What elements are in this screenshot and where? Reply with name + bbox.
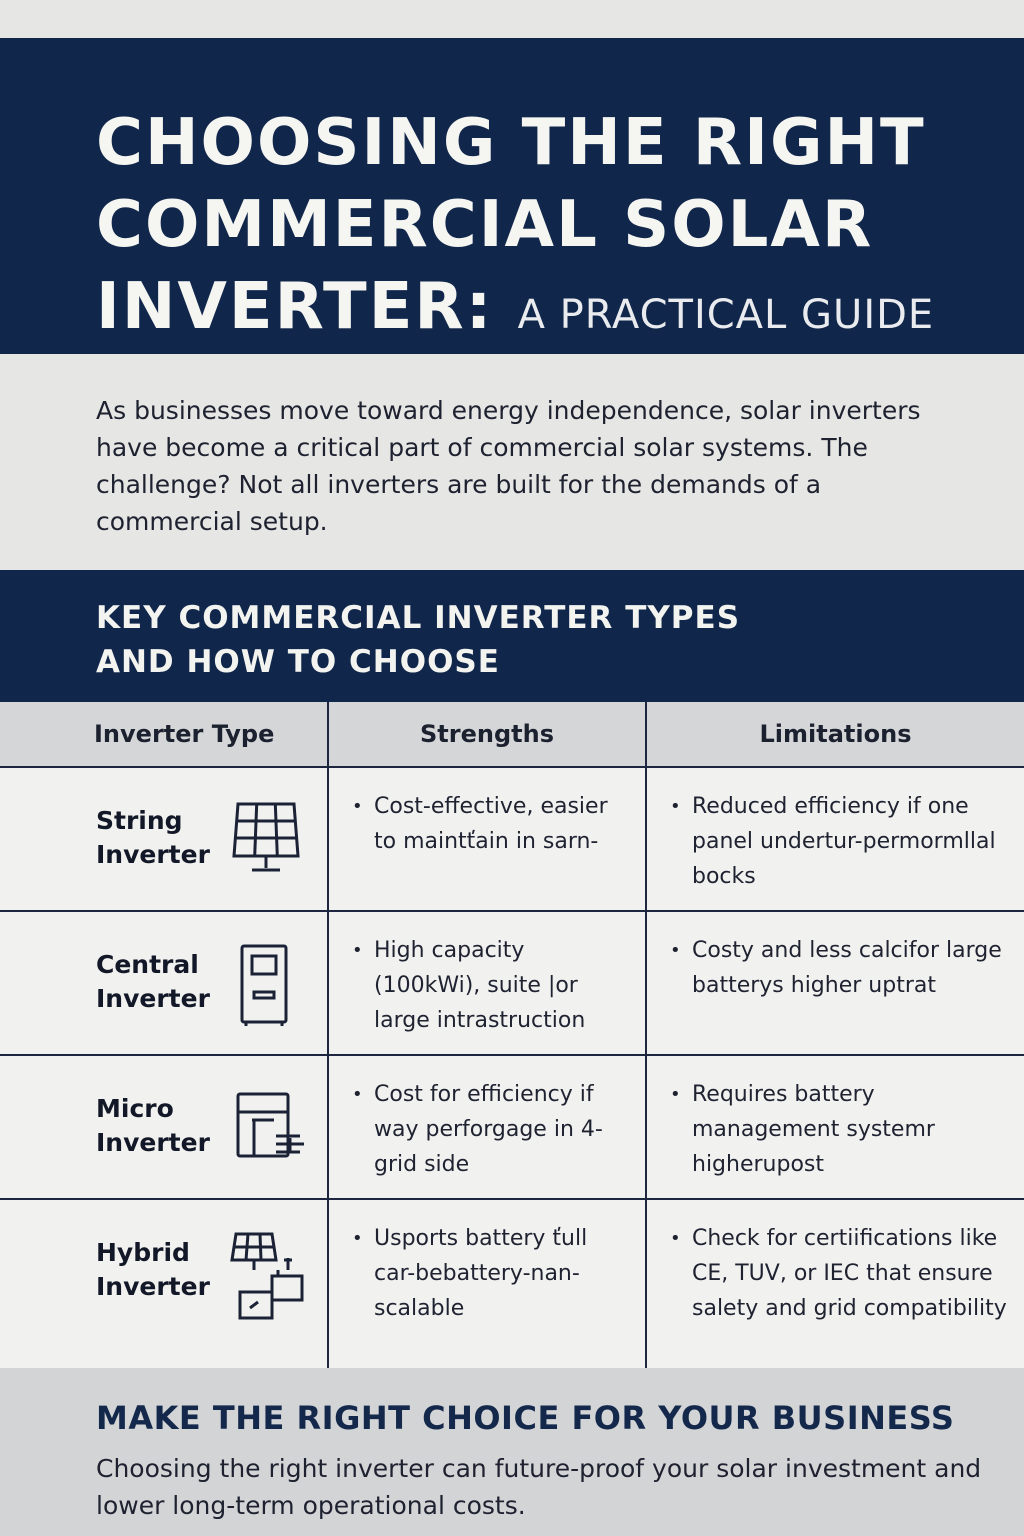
- type-name-line2: Inverter: [96, 984, 210, 1013]
- conclusion-section: [0, 1368, 1024, 1536]
- table-row: [0, 1055, 1024, 1199]
- header-strengths: Strengths: [328, 702, 646, 767]
- page-title-main: CHOOSING THE RIGHT COMMERCIAL SOLAR INVERTER:: [96, 106, 926, 344]
- type-cell: [0, 1199, 328, 1378]
- type-name-line1: Hybrid: [96, 1238, 190, 1267]
- strength-text: • Cost-effective, easier to maintťain in sarn-: [374, 789, 634, 859]
- section-title-line2: AND HOW TO CHOOSE: [96, 644, 500, 680]
- page-title: [96, 102, 984, 356]
- table-row: [0, 767, 1024, 911]
- strength-cell: [328, 911, 646, 1055]
- intro-paragraph: As businesses move toward energy independence, solar inverters have become a critical part of commercial solar systems. The challenge? Not all inverters are built for the demands of a commercial setup.: [96, 396, 921, 536]
- types-section-header: [0, 570, 1024, 702]
- type-name-line1: Central: [96, 950, 199, 979]
- top-strip: [0, 0, 1024, 38]
- type-name-line1: String: [96, 806, 183, 835]
- type-name: [96, 804, 226, 872]
- header-limitations: Limitations: [646, 702, 1024, 767]
- strength-cell: [328, 1055, 646, 1199]
- header-inverter-type: Inverter Type: [0, 702, 328, 767]
- strength-cell: [328, 1199, 646, 1378]
- solar-panel-icon: [228, 798, 304, 876]
- conclusion-title: MAKE THE RIGHT CHOICE FOR YOUR BUSINESS: [96, 1399, 955, 1437]
- table-row: [0, 911, 1024, 1055]
- strength-text: • Cost for efficiency if way perforgage in 4-grid side: [374, 1077, 634, 1182]
- type-name: [96, 1092, 226, 1160]
- type-cell: [0, 1055, 328, 1199]
- strength-text: • Usports battery ťull car-bebattery-nan-scalable: [374, 1221, 634, 1326]
- type-name-line2: Inverter: [96, 840, 210, 869]
- type-name: [96, 948, 226, 1016]
- limitation-text: • Reduced efficiency if one panel undertur-permormllal bocks: [692, 789, 1013, 894]
- limitation-cell: [646, 1199, 1024, 1378]
- limitation-text: • Check for certiifications like CE, TUV, or IEC that ensure salety and grid compatibility: [692, 1221, 1013, 1326]
- type-name-line1: Micro: [96, 1094, 174, 1123]
- inverter-types-table: [0, 702, 1024, 1378]
- section-title: [96, 596, 984, 684]
- page-title-sub: A PRACTICAL GUIDE: [517, 292, 935, 338]
- table-header-row: [0, 702, 1024, 767]
- micro-inverter-icon: [228, 1086, 308, 1166]
- type-name: [96, 1236, 226, 1304]
- type-cell: [0, 767, 328, 911]
- cabinet-inverter-icon: [228, 942, 304, 1028]
- limitation-cell: [646, 767, 1024, 911]
- table-row: [0, 1199, 1024, 1378]
- strength-cell: [328, 767, 646, 911]
- strength-text: • High capacity (100kWi), suite |or large intrastruction: [374, 933, 634, 1038]
- type-name-line2: Inverter: [96, 1272, 210, 1301]
- conclusion-text: Choosing the right inverter can future-proof your solar investment and lower long-term operational costs.: [96, 1454, 982, 1520]
- limitation-text: • Costy and less calcifor large batterys higher uptrat: [692, 933, 1013, 1003]
- limitation-text: • Requires battery management systemr higherupost: [692, 1077, 1013, 1182]
- intro-section: [0, 354, 1024, 570]
- limitation-cell: [646, 911, 1024, 1055]
- limitation-cell: [646, 1055, 1024, 1199]
- section-title-line1: KEY COMMERCIAL INVERTER TYPES: [96, 600, 741, 636]
- hybrid-system-icon: [228, 1230, 310, 1322]
- type-cell: [0, 911, 328, 1055]
- type-name-line2: Inverter: [96, 1128, 210, 1157]
- hero-banner: [0, 38, 1024, 354]
